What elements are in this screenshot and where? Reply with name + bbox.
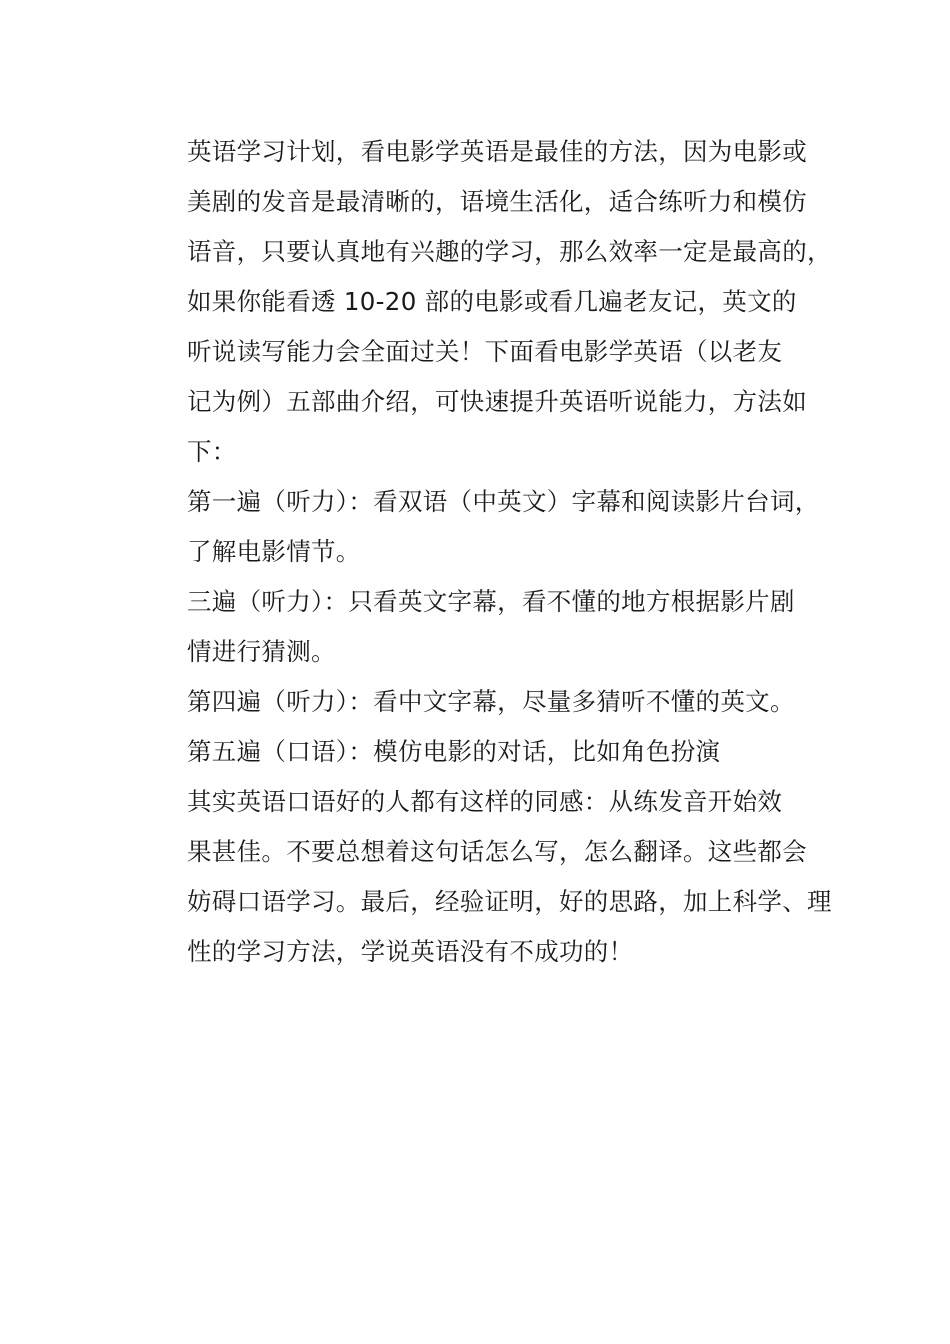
body-text — [187, 127, 832, 977]
text-line: 第一遍（听力）：看双语（中英文）字幕和阅读影片台词， — [187, 487, 820, 516]
text-line: 如果你能看透 10-20 部的电影或看几遍老友记，英文的 — [187, 287, 797, 316]
text-line: 了解电影情节。 — [187, 537, 361, 566]
text-line: 英语学习计划，看电影学英语是最佳的方法，因为电影或 — [187, 137, 807, 166]
text-line: 三遍（听力）：只看英文字幕，看不懂的地方根据影片剧 — [187, 587, 795, 616]
text-line: 情进行猜测。 — [187, 637, 336, 666]
text-line: 听说读写能力会全面过关！下面看电影学英语（以老友 — [187, 337, 783, 366]
text-line: 第五遍（口语）：模仿电影的对话，比如角色扮演 — [187, 737, 721, 766]
text-line: 第四遍（听力）：看中文字幕，尽量多猜听不懂的英文。 — [187, 687, 795, 716]
text-line: 美剧的发音是最清晰的，语境生活化，适合练听力和模仿 — [187, 187, 807, 216]
text-line: 性的学习方法，学说英语没有不成功的！ — [187, 937, 634, 966]
text-line: 果甚佳。不要总想着这句话怎么写，怎么翻译。这些都会 — [187, 837, 807, 866]
text-line: 下： — [187, 437, 237, 466]
text-line: 其实英语口语好的人都有这样的同感：从练发音开始效 — [187, 787, 783, 816]
text-line: 记为例）五部曲介绍，可快速提升英语听说能力，方法如 — [187, 387, 807, 416]
text-line: 语音，只要认真地有兴趣的学习，那么效率一定是最高的， — [187, 237, 832, 266]
text-line: 妨碍口语学习。最后，经验证明，好的思路，加上科学、理 — [187, 887, 832, 916]
